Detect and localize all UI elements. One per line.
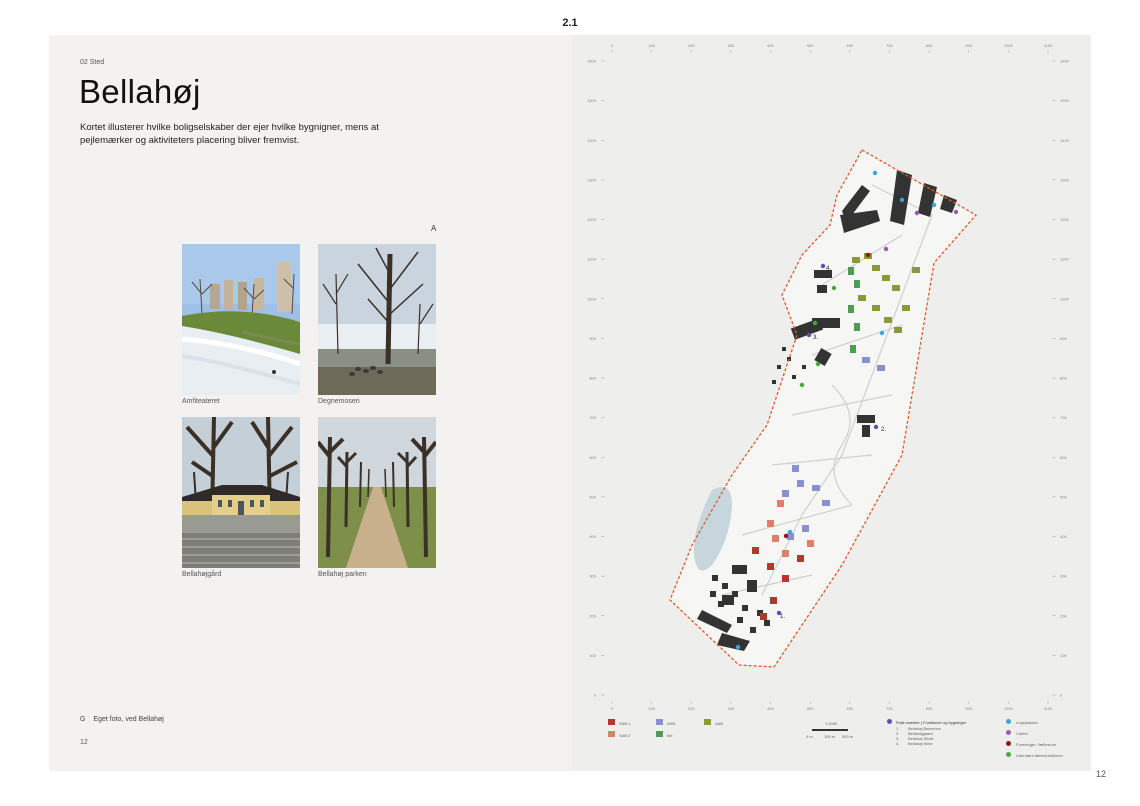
- photo-bellahoj-parken: [318, 417, 436, 568]
- tick-label: 800: [1060, 375, 1067, 381]
- photo-caption: Degnemosen: [318, 398, 360, 405]
- page-number: 12: [80, 739, 88, 746]
- legend-swatch: [656, 731, 663, 737]
- tick-label: 1100: [1043, 706, 1053, 711]
- tick-label: 1500: [1060, 98, 1069, 104]
- tick-label: 500: [1060, 494, 1067, 500]
- tick-label: 700: [589, 415, 596, 421]
- legend-label: SAB 2: [619, 733, 631, 738]
- tick-label: 1400: [1060, 137, 1069, 143]
- photo-degnemosen: [318, 244, 436, 395]
- tick-label: 700: [886, 43, 893, 48]
- map-page: [572, 35, 1091, 771]
- tick-label: 700: [1060, 415, 1067, 421]
- tick-label: 1300: [1060, 177, 1069, 183]
- tick-label: 100: [648, 43, 655, 48]
- legend-label: fsb: [667, 733, 673, 738]
- y-axis-right: [1052, 59, 1070, 698]
- tick-label: 200: [687, 43, 695, 48]
- tick-label: 400: [767, 706, 774, 711]
- tick-label: 1400: [587, 137, 596, 143]
- tick-label: 600: [846, 43, 854, 48]
- tick-label: 1500: [587, 98, 596, 104]
- activity-dot: [1006, 730, 1011, 735]
- landmark-text: Bellahøj Børnehus: [908, 726, 941, 731]
- legend-swatch: [704, 719, 711, 725]
- tick-label: 400: [1060, 534, 1067, 539]
- tick-label: 100: [1060, 652, 1067, 658]
- x-axis-top: [611, 43, 1053, 53]
- activity-dot: [1006, 741, 1011, 746]
- photo-caption: Amfiteateret: [182, 398, 220, 405]
- tick-label: 1000: [587, 296, 596, 302]
- tick-label: 800: [925, 706, 933, 711]
- tick-label: 0: [610, 43, 614, 48]
- photo-caption: Bellahøj parken: [318, 571, 367, 578]
- activity-dot: [1006, 752, 1011, 757]
- tick-label: 0: [1060, 692, 1063, 698]
- landmark-text: Bellahøj Kirke: [908, 741, 933, 746]
- intro-text: Kortet illusterer hvilke boligselskaber der ejer hvilke bygnigner, mens at pejlemærker og aktiviteters placering bliver fremvist.: [80, 122, 379, 146]
- tick-label: 500: [589, 494, 596, 500]
- credit-letter: G: [80, 716, 86, 723]
- landmark-num: 1.: [896, 726, 900, 731]
- tick-label: 1200: [587, 217, 596, 222]
- page-title: Bellahøj: [79, 73, 201, 110]
- marker-label: 4.: [826, 266, 832, 272]
- marker-label: 3.: [813, 335, 819, 341]
- tick-label: 600: [1060, 454, 1067, 460]
- tick-label: 600: [846, 706, 854, 711]
- activity-label: Udendørs fællesfunktioner: [1016, 753, 1063, 758]
- left-page: [49, 35, 572, 771]
- landmark-num: 4.: [896, 741, 900, 746]
- marker-label: 1.: [780, 614, 786, 620]
- tick-label: 1100: [587, 256, 596, 262]
- tick-label: 1200: [1060, 217, 1069, 222]
- tick-label: 900: [965, 43, 973, 48]
- x-axis-bottom: [611, 701, 1053, 711]
- tick-label: 700: [886, 706, 893, 711]
- photo-bellahojgard: [182, 417, 300, 568]
- tick-label: 1100: [1060, 256, 1069, 262]
- landmark-num: 2.: [896, 731, 900, 736]
- tick-label: 500: [806, 43, 814, 48]
- scale-label: 500 m: [842, 734, 854, 739]
- tick-label: 900: [965, 706, 973, 711]
- tick-label: 400: [589, 534, 596, 539]
- tick-label: 800: [589, 375, 596, 381]
- photo-credit: [80, 716, 164, 723]
- section-label: 02 Sted: [80, 59, 105, 66]
- landmark-text: Bellahøjgaard: [908, 731, 933, 736]
- landmarks-title: Pejle mærker | Funktioner og bygninger: [896, 720, 967, 725]
- legend-label: AAB: [715, 721, 724, 726]
- tick-label: 800: [925, 43, 933, 48]
- activity-label: Legepladser: [1016, 720, 1039, 725]
- tick-label: 300: [1060, 573, 1067, 579]
- landmark-num: 3.: [896, 736, 900, 741]
- landmark-dot: [887, 719, 892, 724]
- landmark-text: Bellahøj Skole: [908, 736, 934, 741]
- activity-label: Foreninger / fællesrum: [1016, 742, 1057, 747]
- outer-page-number: 12: [1095, 769, 1106, 779]
- tick-label: 100: [648, 706, 655, 711]
- activity-label: Caféer: [1016, 731, 1029, 736]
- scale-label: 100 m: [824, 734, 836, 739]
- tick-label: 600: [589, 454, 596, 460]
- legend-label: SAB 1: [619, 721, 631, 726]
- tick-label: 1000: [1060, 296, 1069, 302]
- tick-label: 1000: [1003, 706, 1013, 711]
- photo-amfiteateret: [182, 244, 300, 395]
- legend-swatch: [656, 719, 663, 725]
- scale-bar: [812, 729, 848, 731]
- marker-label: 2.: [881, 427, 887, 433]
- y-axis-left: [587, 59, 605, 698]
- spread-number: 2.1: [562, 17, 578, 29]
- tick-label: 300: [727, 43, 735, 48]
- tick-label: 1600: [1060, 58, 1069, 64]
- tick-label: 1600: [587, 58, 596, 64]
- tick-label: 500: [806, 706, 814, 711]
- credit-text: Eget foto, ved Bellahøj: [93, 716, 164, 723]
- tick-label: 200: [687, 706, 695, 711]
- tick-label: 900: [1060, 335, 1067, 341]
- scale-ratio: 1:2000: [825, 721, 838, 726]
- legend-swatch: [608, 731, 615, 737]
- tick-label: 0: [610, 706, 614, 711]
- activity-dot: [1006, 719, 1011, 724]
- tick-label: 400: [767, 43, 774, 48]
- tick-label: 1300: [587, 177, 596, 183]
- tick-label: 300: [589, 573, 596, 579]
- tick-label: 1000: [1003, 43, 1013, 48]
- legend-swatch: [608, 719, 615, 725]
- tick-label: 200: [589, 613, 596, 619]
- tick-label: 900: [589, 335, 596, 341]
- photo-group-letter: A: [431, 224, 437, 233]
- photo-caption: Bellahøjgård: [182, 571, 222, 578]
- scale-label: 0 m: [806, 734, 813, 739]
- tick-label: 300: [727, 706, 735, 711]
- tick-label: 200: [1060, 613, 1067, 619]
- tick-label: 0: [593, 692, 596, 698]
- tick-label: 100: [589, 652, 596, 658]
- site-map: [572, 35, 1091, 771]
- legend-label: AKB: [667, 721, 676, 726]
- tick-label: 1100: [1043, 43, 1053, 48]
